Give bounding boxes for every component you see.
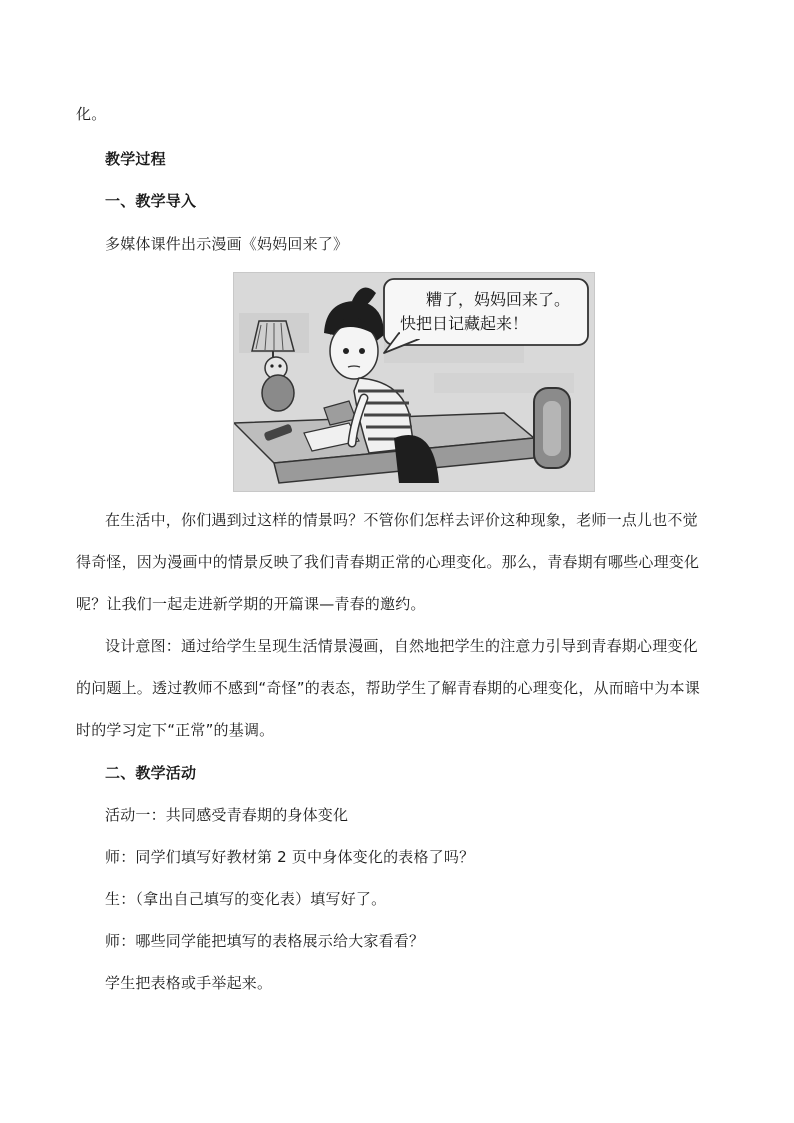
activity-line-4: 师：哪些同学能把填写的表格展示给大家看看？ <box>105 932 425 950</box>
activity-line-2: 师：同学们填写好教材第 2 页中身体变化的表格了吗？ <box>105 848 475 866</box>
para1-line-3: 呢？让我们一起走进新学期的开篇课—青春的邀约。 <box>76 595 426 613</box>
heading-teaching-activity: 二、教学活动 <box>105 764 197 782</box>
para1-line-1: 在生活中，你们遇到过这样的情景吗？不管你们怎样去评价这种现象，老师一点儿也不觉 <box>105 511 698 529</box>
multimedia-line: 多媒体课件出示漫画《妈妈回来了》 <box>105 235 349 253</box>
heading-teaching-intro: 一、教学导入 <box>105 192 197 210</box>
activity-line-1: 活动一：共同感受青春期的身体变化 <box>105 806 349 824</box>
speech-line-2: 快把日记藏起来！ <box>400 314 529 333</box>
comic-drawing <box>234 273 594 491</box>
activity-line-3: 生：（拿出自己填写的变化表）填写好了。 <box>105 890 387 908</box>
comic-illustration <box>233 272 595 492</box>
activity-line-5: 学生把表格或手举起来。 <box>105 974 273 992</box>
para2-line-2: 的问题上。透过教师不感到“奇怪”的表态，帮助学生了解青春期的心理变化，从而暗中为本课 <box>76 679 700 697</box>
para2-line-3: 时的学习定下“正常”的基调。 <box>76 721 275 739</box>
para1-line-2: 得奇怪，因为漫画中的情景反映了我们青春期正常的心理变化。那么，青春期有哪些心理变化 <box>76 553 700 571</box>
speech-line-1: 糟了，妈妈回来了。 <box>426 290 571 309</box>
chair-icon <box>534 388 570 468</box>
speech-bubble <box>384 279 588 353</box>
para2-line-1: 设计意图：通过给学生呈现生活情景漫画，自然地把学生的注意力引导到青春期心理变化 <box>105 637 698 655</box>
intro-tail-text: 化。 <box>76 105 107 123</box>
heading-teaching-process: 教学过程 <box>105 150 166 168</box>
